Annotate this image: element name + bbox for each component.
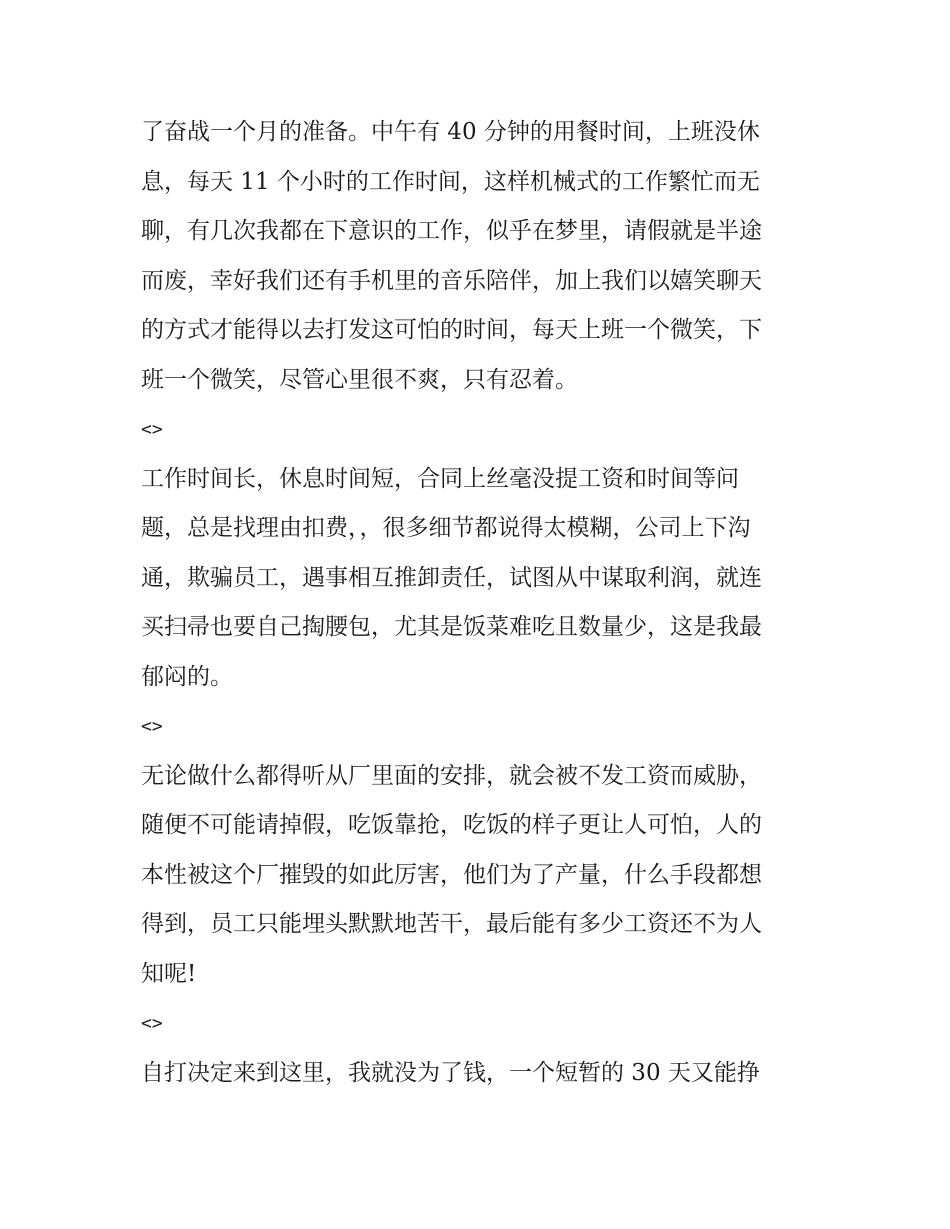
paragraph-1: [141, 108, 813, 405]
text-line: 自打决定来到这里，我就没为了钱，一个短暂的 30 天又能挣: [141, 1059, 760, 1086]
separator-2: <>: [141, 716, 163, 737]
text-line: 工作时间长，休息时间短，合同上丝毫没提工资和时间等问: [141, 465, 739, 492]
text-line: 班一个微笑，尽管心里很不爽，只有忍着。: [141, 366, 578, 393]
text-line: 得到，员工只能埋头默默地苦干，最后能有多少工资还不为人: [141, 911, 762, 937]
text-line: 息，每天 11 个小时的工作时间，这样机械式的工作繁忙而无: [141, 168, 760, 195]
text-line: 而废，幸好我们还有手机里的音乐陪伴，加上我们以嬉笑聊天: [141, 267, 762, 294]
separator-3: <>: [141, 1013, 163, 1034]
text-line: 聊，有几次我都在下意识的工作，似乎在梦里，请假就是半途: [141, 218, 762, 244]
text-line: 本性被这个厂摧毁的如此厉害，他们为了产量，什么手段都想: [141, 861, 762, 888]
text-line: 通，欺骗员工，遇事相互推卸责任，试图从中谋取利润，就连: [141, 564, 762, 591]
text-line: 买扫帚也要自己掏腰包，尤其是饭菜难吃且数量少，这是我最: [141, 614, 762, 640]
text-line: 题，总是找理由扣费，，很多细节都说得太模糊，公司上下沟: [141, 515, 751, 541]
paragraph-3: [141, 752, 813, 1000]
text-line: 知呢!: [141, 960, 197, 987]
separator-1: <>: [141, 419, 163, 440]
text-line: 郁闷的。: [141, 663, 233, 690]
paragraph-4: [141, 1049, 813, 1099]
text-line: 了奋战一个月的准备。中午有 40 分钟的用餐时间，上班没休: [141, 119, 760, 145]
text-line: 无论做什么都得听从厂里面的安排，就会被不发工资而威胁，: [141, 762, 762, 789]
paragraph-2: [141, 455, 813, 703]
document-body: [141, 108, 813, 1098]
text-line: 的方式才能得以去打发这可怕的时间，每天上班一个微笑，下: [141, 317, 762, 343]
text-line: 随便不可能请掉假，吃饭靠抢，吃饭的样子更让人可怕，人的: [141, 812, 762, 838]
